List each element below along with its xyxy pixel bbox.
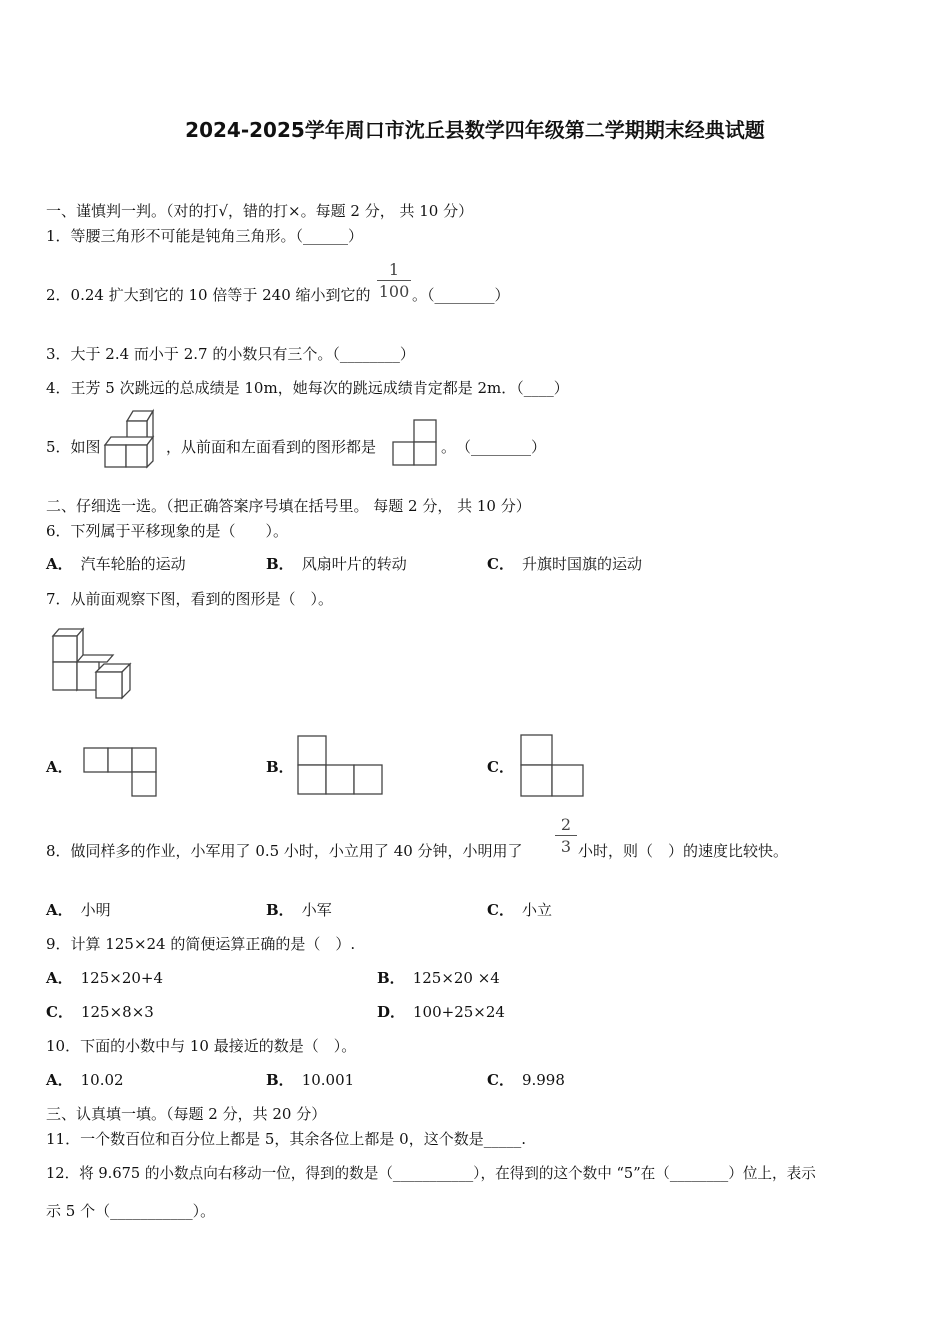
question-2-fraction (377, 260, 411, 301)
option-letter: B． (266, 555, 294, 573)
question-8-text: 8．做同样多的作业，小军用了 0.5 小时，小立用了 40 分钟，小明用了 (46, 842, 523, 860)
question-11: 11．一个数百位和百分位上都是 5，其余各位上都是 0，这个数是_____. (46, 1130, 526, 1148)
q8-option-a (46, 900, 111, 920)
option-letter: A． (46, 1071, 73, 1089)
fraction-denominator: 100 (378, 282, 410, 301)
fraction-numerator: 1 (388, 260, 400, 279)
question-5-middle: ，从前面和左面看到的图形都是 (166, 438, 377, 456)
option-text: 125×20 ×4 (412, 969, 500, 987)
page-title: 2024-2025学年周口市沈丘县数学四年级第二学期期末经典试题 (185, 118, 765, 142)
option-letter: C． (487, 901, 514, 919)
question-8-fraction (555, 815, 577, 856)
option-text: 10.001 (301, 1071, 355, 1089)
question-4: 4．王芳 5 次跳远的总成绩是 10m，她每次的跳远成绩肯定都是 2m．（____） (46, 379, 569, 397)
option-letter: B． (266, 758, 294, 776)
q10-option-a (46, 1070, 124, 1090)
q7-option-a-shape (83, 747, 159, 799)
option-text: 小明 (80, 901, 111, 919)
option-letter: A． (46, 555, 73, 573)
fraction-denominator: 3 (560, 837, 572, 856)
question-5-prefix: 5．如图 (46, 438, 101, 456)
section-3-heading: 三、认真填一填。（每题 2 分，共 20 分） (46, 1105, 327, 1123)
question-12-line-2: 示 5 个（___________）。 (46, 1202, 216, 1220)
question-5-view-shape (392, 419, 440, 467)
option-text: 9.998 (521, 1071, 565, 1089)
question-3: 3．大于 2.4 而小于 2.7 的小数只有三个。（________） (46, 345, 415, 363)
section-1-heading: 一、谨慎判一判。（对的打√，错的打×。每题 2 分， 共 10 分） (46, 202, 474, 220)
q8-option-b (266, 900, 332, 920)
option-letter: A． (46, 969, 73, 987)
q7-option-b-shape (297, 735, 387, 797)
q10-option-b (266, 1070, 354, 1090)
question-6: 6．下列属于平移现象的是（ ）。 (46, 522, 289, 540)
option-text: 风扇叶片的转动 (301, 555, 407, 573)
fraction-numerator: 2 (560, 815, 572, 834)
option-letter: B． (266, 1071, 294, 1089)
option-letter: C． (487, 758, 514, 776)
q7-option-c-shape (520, 734, 586, 798)
option-letter: B． (377, 969, 405, 987)
question-8-tail: 小时，则（ ）的速度比较快。 (578, 842, 789, 860)
q7-option-a (46, 757, 81, 777)
q6-option-a (46, 554, 186, 574)
option-text: 汽车轮胎的运动 (80, 555, 186, 573)
q6-option-b (266, 554, 407, 574)
q9-option-a (46, 968, 163, 988)
question-9: 9．计算 125×24 的简便运算正确的是（ ）. (46, 935, 356, 953)
option-text: 100+25×24 (413, 1003, 505, 1021)
question-12-line-1: 12．将 9.675 的小数点向右移动一位，得到的数是（___________），在得到的这个数中 “5”在（________）位上，表示 (46, 1165, 816, 1182)
q10-option-c (487, 1070, 565, 1090)
option-text: 小军 (301, 901, 332, 919)
question-7-cube-figure (52, 628, 140, 702)
option-letter: D． (377, 1003, 406, 1021)
option-letter: A． (46, 758, 73, 776)
q7-option-c (487, 757, 522, 777)
question-5-cube-figure (103, 409, 163, 469)
option-letter: A． (46, 901, 73, 919)
section-2-heading: 二、仔细选一选。（把正确答案序号填在括号里。 每题 2 分， 共 10 分） (46, 497, 531, 515)
option-letter: C． (487, 555, 514, 573)
option-letter: C． (487, 1071, 514, 1089)
q9-option-b (377, 968, 500, 988)
q9-option-d (377, 1002, 505, 1022)
option-letter: B． (266, 901, 294, 919)
question-2-text: 2．0.24 扩大到它的 10 倍等于 240 缩小到它的 (46, 286, 371, 304)
question-10: 10．下面的小数中与 10 最接近的数是（ ）。 (46, 1037, 357, 1055)
q6-option-c (487, 554, 642, 574)
option-text: 125×8×3 (80, 1003, 154, 1021)
option-text: 升旗时国旗的运动 (521, 555, 642, 573)
option-text: 10.02 (80, 1071, 124, 1089)
q9-option-c (46, 1002, 154, 1022)
option-letter: C． (46, 1003, 73, 1021)
option-text: 小立 (521, 901, 552, 919)
option-text: 125×20+4 (80, 969, 164, 987)
question-2-tail: 。（________） (412, 286, 510, 304)
question-7: 7．从前面观察下图，看到的图形是（ ）。 (46, 590, 334, 608)
question-1: 1．等腰三角形不可能是钝角三角形。（______） (46, 227, 364, 245)
question-5-tail: 。 （________） (441, 438, 547, 456)
q8-option-c (487, 900, 552, 920)
